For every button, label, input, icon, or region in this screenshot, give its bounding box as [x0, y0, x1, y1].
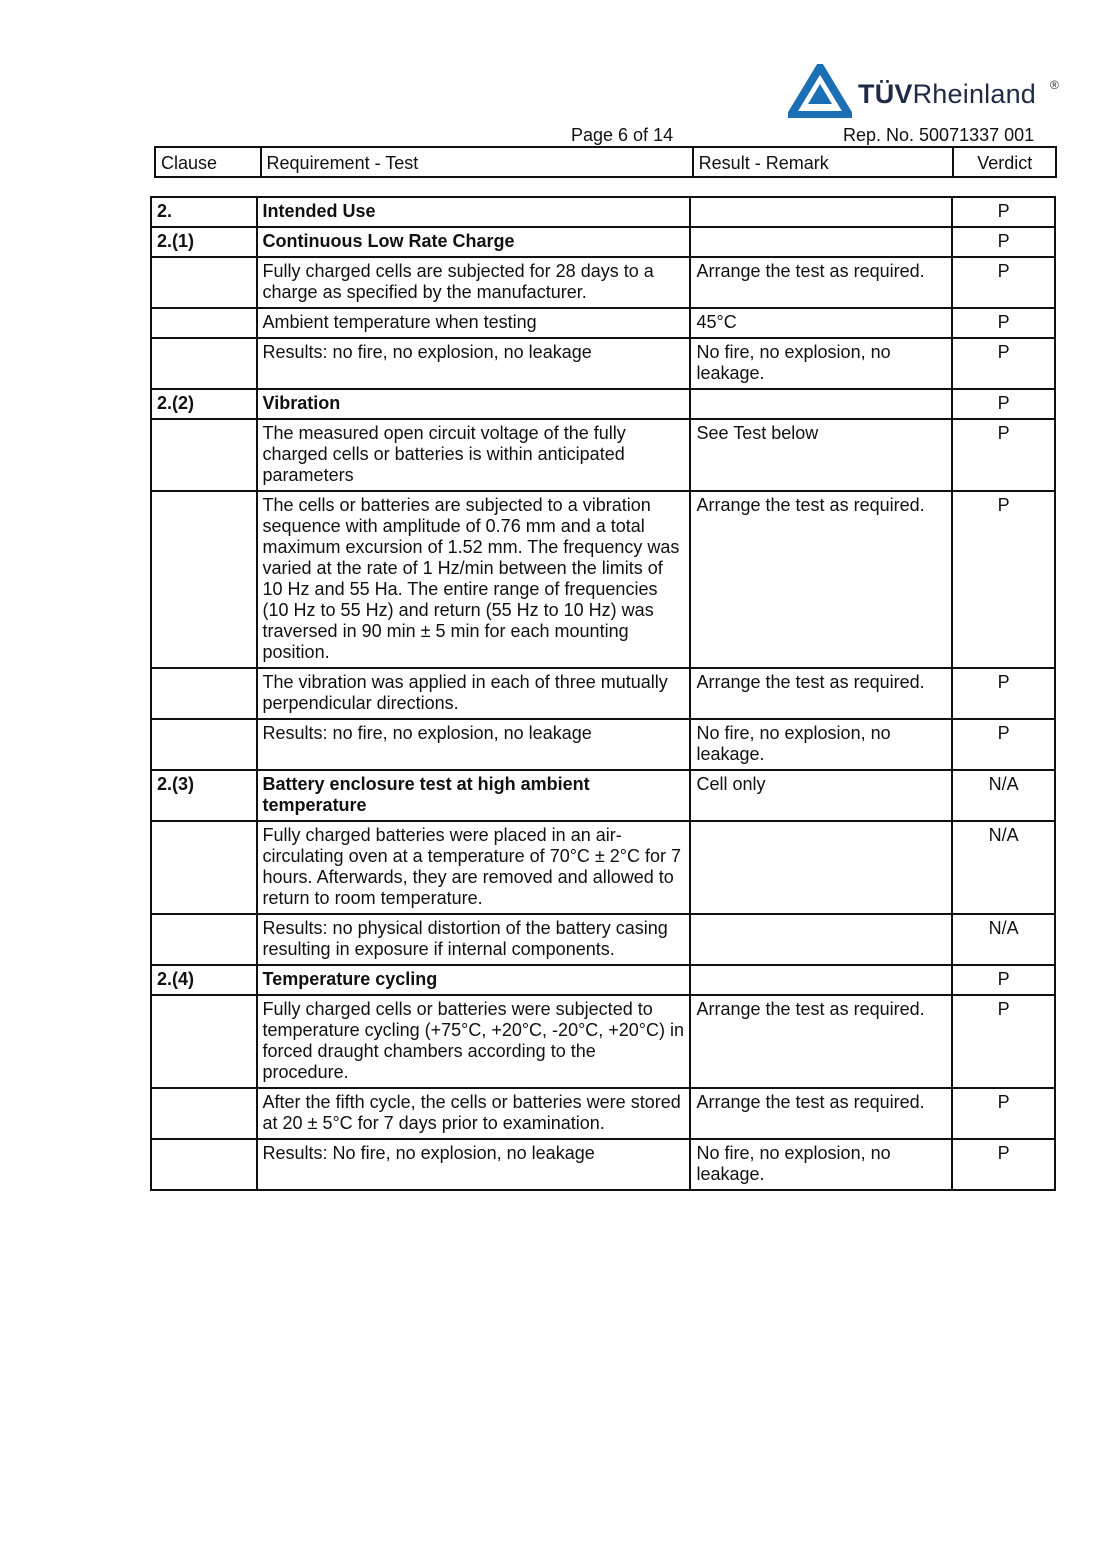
verdict-cell: P	[952, 1139, 1055, 1190]
table-row	[151, 227, 1055, 257]
result-cell	[690, 227, 952, 257]
report-number: Rep. No. 50071337 001	[843, 125, 1035, 145]
brand-name: TÜVRheinland	[858, 79, 1037, 109]
result-cell: No fire, no explosion, no leakage.	[690, 338, 952, 389]
table-row	[151, 914, 1055, 965]
verdict-cell: N/A	[952, 914, 1055, 965]
verdict-cell: P	[952, 308, 1055, 338]
header-requirement: Requirement - Test	[261, 147, 693, 177]
verdict-cell: P	[952, 227, 1055, 257]
result-cell: Arrange the test as required.	[690, 1088, 952, 1139]
verdict-cell: P	[952, 491, 1055, 668]
table-row	[151, 197, 1055, 227]
page-number: Page 6 of 14	[571, 125, 674, 145]
result-cell	[690, 197, 952, 227]
result-cell: No fire, no explosion, no leakage.	[690, 719, 952, 770]
requirement-cell: Results: no physical distortion of the battery casing resulting in exposure if internal components.	[257, 914, 691, 965]
result-cell: Cell only	[690, 770, 952, 821]
result-cell: Arrange the test as required.	[690, 668, 952, 719]
requirement-cell: Results: no fire, no explosion, no leakage	[257, 719, 691, 770]
table-row	[151, 257, 1055, 308]
requirement-cell: Fully charged cells or batteries were subjected to temperature cycling (+75°C, +20°C, -20°C, +20°C) in forced draught chambers according to the procedure.	[257, 995, 691, 1088]
clause-cell: 2.(4)	[151, 965, 257, 995]
clause-cell	[151, 1139, 257, 1190]
requirement-cell: Vibration	[257, 389, 691, 419]
header-row	[155, 147, 1056, 177]
table-row	[151, 965, 1055, 995]
requirement-cell: Intended Use	[257, 197, 691, 227]
table-row	[151, 308, 1055, 338]
result-cell: See Test below	[690, 419, 952, 491]
result-cell: No fire, no explosion, no leakage.	[690, 1139, 952, 1190]
clause-cell	[151, 995, 257, 1088]
table-row	[151, 419, 1055, 491]
requirement-cell: Results: No fire, no explosion, no leakage	[257, 1139, 691, 1190]
clause-cell	[151, 1088, 257, 1139]
table-row	[151, 668, 1055, 719]
clause-cell	[151, 257, 257, 308]
verdict-cell: P	[952, 995, 1055, 1088]
test-results-table	[150, 196, 1056, 1191]
clause-cell	[151, 719, 257, 770]
table-row	[151, 995, 1055, 1088]
clause-cell	[151, 338, 257, 389]
verdict-cell: P	[952, 965, 1055, 995]
requirement-cell: Fully charged cells are subjected for 28 days to a charge as specified by the manufacturer.	[257, 257, 691, 308]
result-cell	[690, 914, 952, 965]
header-result: Result - Remark	[693, 147, 954, 177]
verdict-cell: N/A	[952, 821, 1055, 914]
table-row	[151, 770, 1055, 821]
clause-cell: 2.(2)	[151, 389, 257, 419]
result-cell: Arrange the test as required.	[690, 491, 952, 668]
test-results-body	[151, 197, 1055, 1190]
clause-cell	[151, 308, 257, 338]
requirement-cell: The vibration was applied in each of three mutually perpendicular directions.	[257, 668, 691, 719]
triangle-logo-icon	[788, 64, 852, 118]
requirement-cell: The measured open circuit voltage of the fully charged cells or batteries is within anticipated parameters	[257, 419, 691, 491]
header-clause: Clause	[155, 147, 261, 177]
verdict-cell: P	[952, 719, 1055, 770]
table-row	[151, 821, 1055, 914]
verdict-cell: P	[952, 419, 1055, 491]
table-row	[151, 1088, 1055, 1139]
clause-cell	[151, 914, 257, 965]
clause-cell	[151, 491, 257, 668]
result-cell	[690, 965, 952, 995]
table-row	[151, 491, 1055, 668]
requirement-cell: Ambient temperature when testing	[257, 308, 691, 338]
requirement-cell: The cells or batteries are subjected to a vibration sequence with amplitude of 0.76 mm and a total maximum excursion of 1.52 mm. The frequency was varied at the rate of 1 Hz/min between the limits of 10 Hz and 55 Ha. The entire range of frequencies (10 Hz to 55 Hz) and return (55 Hz to 10 Hz) was traversed in 90 min ± 5 min for each mounting position.	[257, 491, 691, 668]
requirement-cell: Fully charged batteries were placed in an air-circulating oven at a temperature of 70°C ± 2°C for 7 hours. Afterwards, they are removed and allowed to return to room temperature.	[257, 821, 691, 914]
requirement-cell: Continuous Low Rate Charge	[257, 227, 691, 257]
result-cell	[690, 821, 952, 914]
verdict-cell: P	[952, 389, 1055, 419]
clause-cell: 2.(1)	[151, 227, 257, 257]
verdict-cell: P	[952, 257, 1055, 308]
verdict-cell: P	[952, 1088, 1055, 1139]
result-cell: Arrange the test as required.	[690, 995, 952, 1088]
clause-cell: 2.	[151, 197, 257, 227]
header-verdict: Verdict	[953, 147, 1056, 177]
requirement-cell: After the fifth cycle, the cells or batteries were stored at 20 ± 5°C for 7 days prior to examination.	[257, 1088, 691, 1139]
verdict-cell: N/A	[952, 770, 1055, 821]
tuv-rheinland-logo	[788, 64, 1078, 120]
table-row	[151, 1139, 1055, 1190]
table-row	[151, 389, 1055, 419]
verdict-cell: P	[952, 668, 1055, 719]
clause-cell	[151, 821, 257, 914]
requirement-cell: Battery enclosure test at high ambient temperature	[257, 770, 691, 821]
result-cell: Arrange the test as required.	[690, 257, 952, 308]
table-row	[151, 719, 1055, 770]
result-cell	[690, 389, 952, 419]
requirement-cell: Results: no fire, no explosion, no leakage	[257, 338, 691, 389]
registered-mark: ®	[1050, 78, 1059, 92]
verdict-cell: P	[952, 338, 1055, 389]
table-row	[151, 338, 1055, 389]
requirement-cell: Temperature cycling	[257, 965, 691, 995]
column-header-table	[154, 146, 1057, 178]
verdict-cell: P	[952, 197, 1055, 227]
clause-cell	[151, 419, 257, 491]
result-cell: 45°C	[690, 308, 952, 338]
clause-cell	[151, 668, 257, 719]
clause-cell: 2.(3)	[151, 770, 257, 821]
